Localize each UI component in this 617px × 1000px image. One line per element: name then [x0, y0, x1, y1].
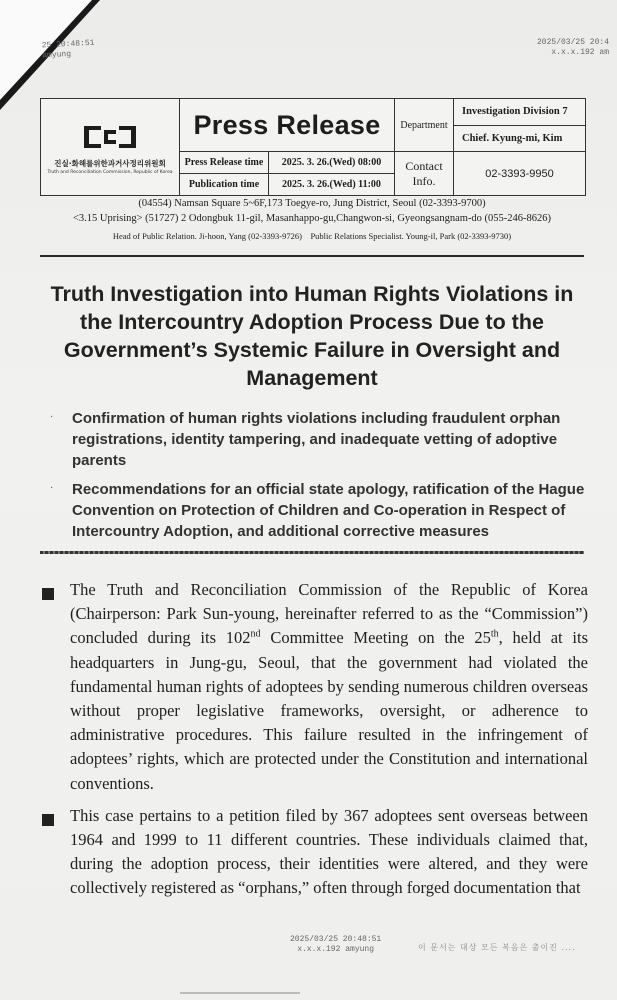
press-release-time-value: 2025. 3. 26.(Wed) 08:00 — [281, 157, 382, 168]
square-bullet-icon — [42, 814, 54, 826]
department-chief: Chief. Kyung-mi, Kim — [462, 132, 563, 144]
subheading-text: Confirmation of human rights violations including fraudulent orphan registrations, identity tampering, and inadequate vetting of adoptive parents — [72, 410, 561, 469]
bullet-dot-icon: · — [50, 412, 54, 423]
square-bullet-icon — [42, 588, 54, 600]
header-divider — [40, 255, 584, 257]
publication-time-value: 2025. 3. 26.(Wed) 11:00 — [282, 179, 381, 190]
department-name: Investigation Division 7 — [454, 99, 585, 126]
department-label: Department — [395, 99, 454, 151]
subheading-divider — [40, 551, 584, 554]
pr-specialist-contact: Public Relations Specialist. Young-il, Park (02-3393-9730) — [310, 231, 512, 241]
footer-watermark-note: 이 문서는 대상 모든 복음은 출이진 .... — [418, 943, 576, 952]
paragraph-text: This case pertains to a petition filed by 367 adoptees sent overseas between 1964 and 1999 to 11 different countries. These individuals claimed that, during the adoption process, their identities were altered, and they were collectively registered as “orphans,” often through forged documentation that — [70, 805, 588, 898]
paragraph — [42, 804, 588, 901]
subheading-item — [50, 479, 590, 542]
subheading-text: Recommendations for an official state apology, ratification of the Hague Convention on Protection of Children and Co-operation in Respect of Intercountry Adoption, and additional corrective measures — [72, 481, 585, 540]
department-values — [454, 99, 585, 151]
bullet-dot-icon: · — [50, 483, 54, 494]
paragraph — [42, 578, 588, 796]
pr-contacts — [40, 231, 584, 241]
department-contact-cell — [395, 99, 585, 195]
timestamp-top-right: 2025/03/25 20:4 x.x.x.192 am — [536, 38, 609, 57]
subheading-item — [50, 408, 590, 471]
body-text — [42, 578, 588, 909]
timestamp-bottom: 2025/03/25 20:48:51 x.x.x.192 amyung — [290, 935, 382, 954]
release-info-cell — [180, 99, 395, 195]
publication-time-label: Publication time — [180, 174, 269, 195]
logo-cell — [41, 99, 180, 195]
logo-english-text: Truth and Reconciliation Commission, Republic of Korea — [47, 169, 173, 175]
press-release-time-row — [180, 152, 394, 174]
press-release-time-label: Press Release time — [180, 152, 269, 173]
address-line-changwon: <3.15 Uprising> (51727) 2 Odongbuk 11-gil, Masanhappo-gu,Changwon-si, Gyeongsangnam-do (055-246-8626) — [72, 213, 552, 224]
address-line-seoul: (04554) Namsan Square 5~6F,173 Toegye-ro, Jung District, Seoul (02-3393-9700) — [138, 198, 486, 209]
contact-label: Contact Info. — [395, 152, 454, 195]
paragraph-text: The Truth and Reconciliation Commission of the Republic of Korea (Chairperson: Park Sun-young, hereinafter referred to as the “Commission”) concluded during its 102nd Committee Meeting on the 25th, held at its headquarters in Jung-gu, Seoul, that the government had violated the fundamental human rights of adoptees by sending numerous children overseas without proper legislative frameworks, oversight, or adherence to administrative procedures. This failure resulted in the infringement of adoptees’ rights, which are protected under the Constitution and international conventions. — [70, 580, 589, 793]
head-pr-contact: Head of Public Relation. Ji-hoon, Yang (02-3393-9726) — [112, 231, 302, 241]
timestamp-top-left: 25 20:48:51 amyung — [41, 38, 95, 61]
page-edge-shadow — [180, 992, 300, 994]
header-table — [40, 98, 586, 196]
commission-logo-icon — [81, 120, 139, 154]
headline: Truth Investigation into Human Rights Violations in the Intercountry Adoption Process Due to the Government’s Systemic Failure in Oversight and Management — [50, 282, 574, 390]
publication-time-row — [180, 174, 394, 195]
department-row — [395, 99, 585, 152]
contact-row — [395, 152, 585, 195]
subheadings — [50, 408, 590, 550]
logo-korean-text: 진실·화해를위한과거사정리위원회 — [54, 158, 166, 168]
contact-phone: 02-3393-9950 — [485, 167, 554, 180]
press-release-title: Press Release — [180, 99, 394, 152]
